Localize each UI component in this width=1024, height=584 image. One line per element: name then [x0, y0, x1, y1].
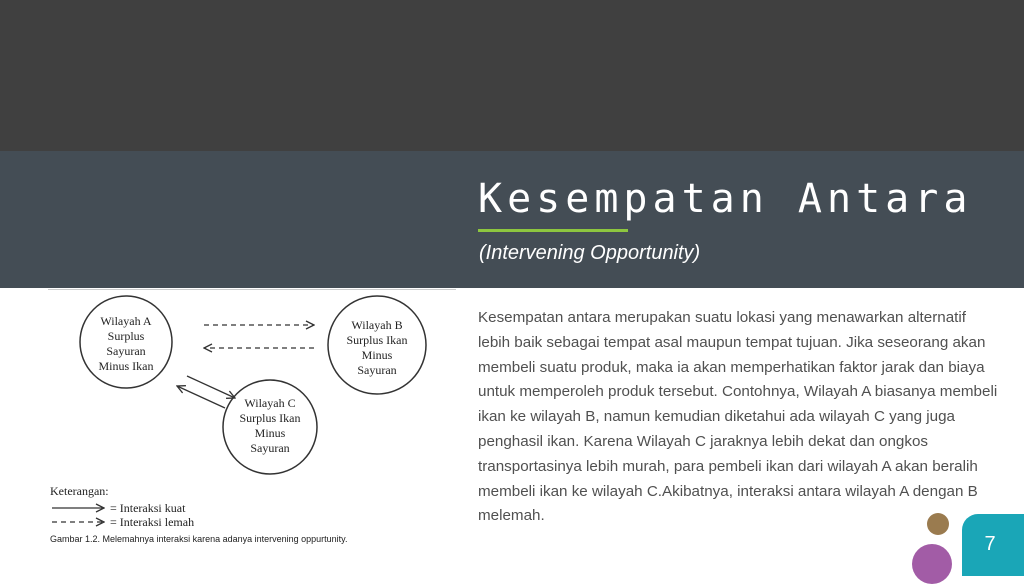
- strong-arrow-c-to-a: [177, 386, 225, 408]
- strong-arrow-a-to-c: [187, 376, 235, 398]
- region-a-node: [80, 296, 172, 388]
- region-b-line-3: Minus: [361, 348, 393, 362]
- region-c-line-2: Surplus Ikan: [239, 411, 301, 425]
- legend-title: Keterangan:: [50, 484, 109, 498]
- legend-strong-label: = Interaksi kuat: [110, 501, 186, 515]
- region-c-label: Wilayah C: [244, 396, 296, 410]
- region-b-line-4: Sayuran: [357, 363, 397, 377]
- region-c-line-4: Sayuran: [250, 441, 290, 455]
- region-b-node: [328, 296, 426, 394]
- region-a-line-3: Sayuran: [106, 344, 146, 358]
- page-number: 7: [984, 533, 996, 555]
- region-a-line-4: Minus Ikan: [98, 359, 154, 373]
- title-underline: [478, 229, 628, 232]
- figure-caption: Gambar 1.2. Melemahnya interaksi karena adanya intervening oppurtunity.: [50, 534, 348, 544]
- body-paragraph: Kesempatan antara merupakan suatu lokasi yang menawarkan alternatif lebih baik sebagai tempat asal maupun tempat tujuan. Jika seseorang akan membeli suatu produk, maka ia akan memperhatikan faktor jarak dan biaya untuk memperoleh produk tersebut. Contohnya, Wilayah A biasanya membeli ikan ke wilayah B, namun kemudian diketahui ada wilayah C yang juga penghasil ikan. Karena Wilayah C jaraknya lebih dekat dan ongkos transportasinya lebih murah, para pembeli ikan dari wilayah A akan beralih membeli ikan ke wilayah C.Akibatnya, interaksi antara wilayah A dengan B melemah.: [478, 309, 998, 525]
- region-b-line-2: Surplus Ikan: [346, 333, 408, 347]
- legend-weak-label: = Interaksi lemah: [110, 515, 195, 529]
- region-b-label: Wilayah B: [351, 318, 403, 332]
- region-c-line-3: Minus: [254, 426, 286, 440]
- decorative-brown-dot: [927, 513, 949, 535]
- region-a-line-2: Surplus: [107, 329, 145, 343]
- slide-subtitle: (Intervening Opportunity): [479, 242, 701, 264]
- region-c-node: [223, 380, 317, 474]
- top-dark-band: [0, 0, 1024, 151]
- region-a-label: Wilayah A: [100, 314, 152, 328]
- decorative-purple-dot: [912, 544, 952, 584]
- interaction-diagram: [48, 290, 456, 562]
- slide-title: Kesempatan Antara: [478, 176, 973, 222]
